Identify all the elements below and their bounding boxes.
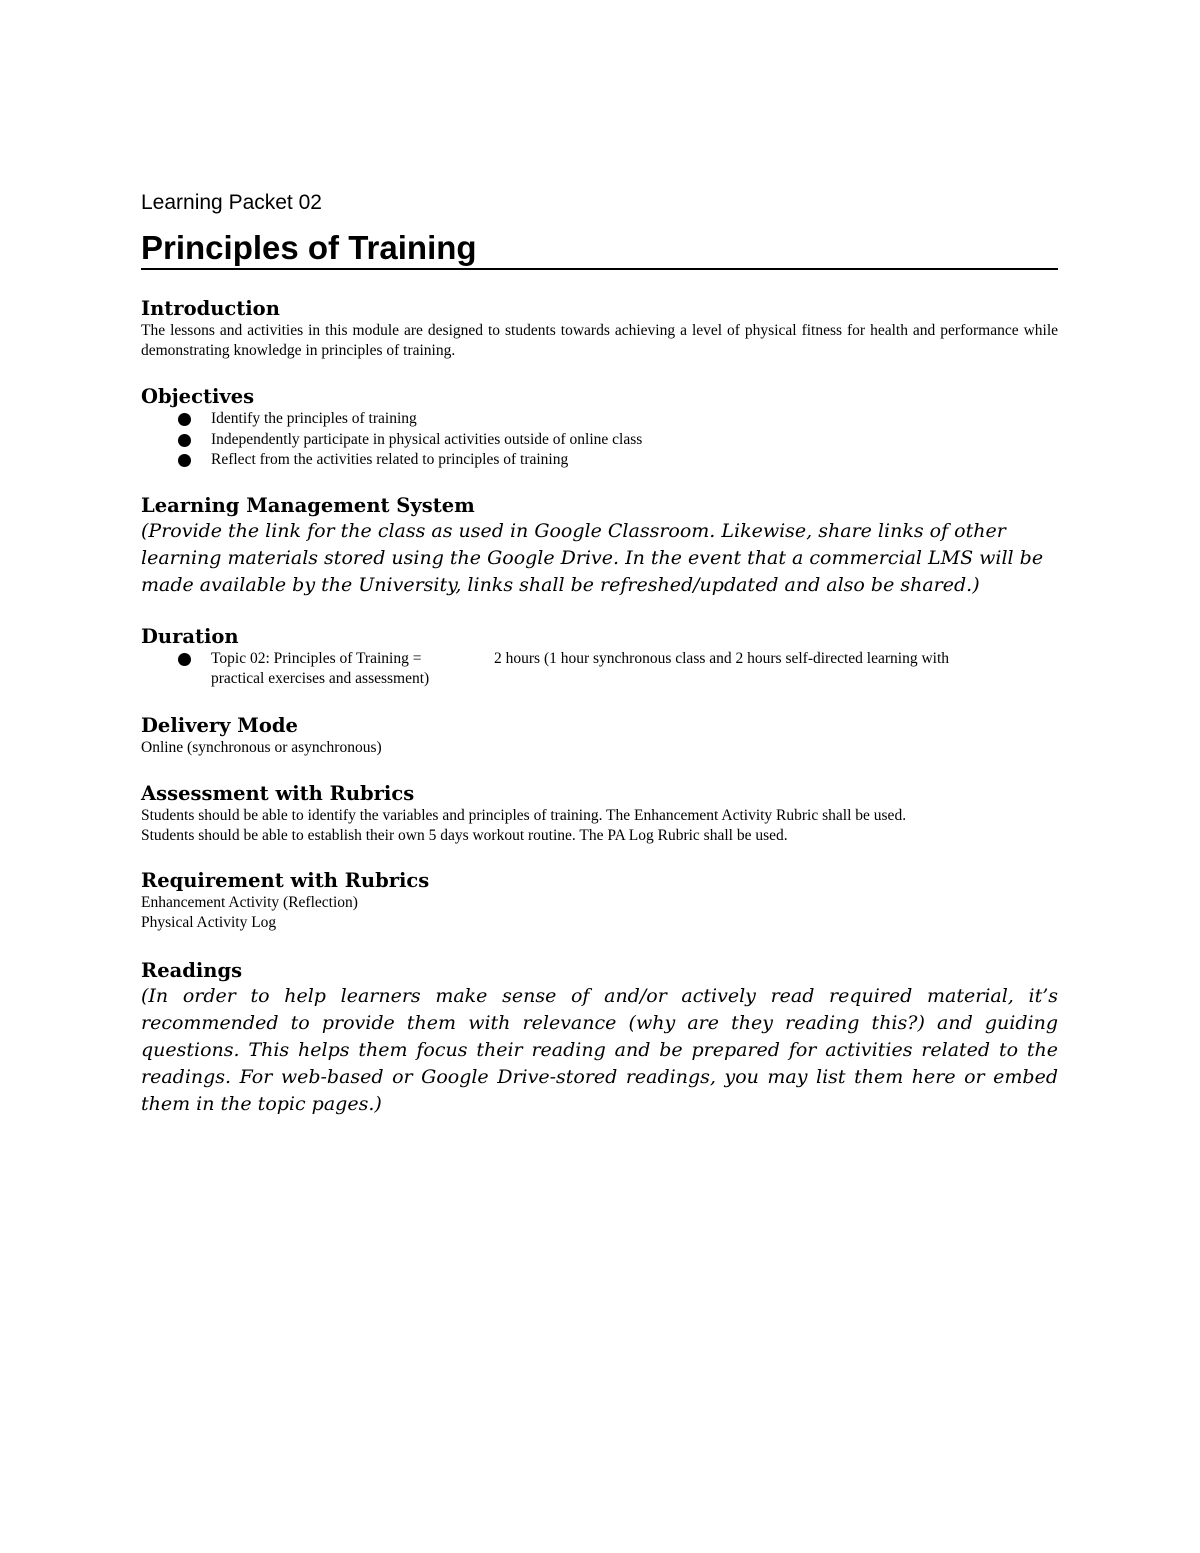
requirement-heading: Requirement with Rubrics: [141, 868, 430, 892]
lms-section: [141, 494, 1058, 599]
duration-heading: Duration: [141, 624, 239, 648]
objective-text: Reflect from the activities related to principles of training: [211, 451, 569, 468]
duration-row: [211, 649, 1058, 670]
lms-heading: Learning Management System: [141, 493, 475, 517]
readings-section: [141, 959, 1058, 1118]
duration-list: [141, 649, 1058, 690]
duration-continuation: practical exercises and assessment): [211, 670, 430, 687]
objectives-heading: Objectives: [141, 385, 255, 408]
duration-hours: 2 hours (1 hour synchronous class and 2 hours self-directed learning with: [494, 649, 949, 667]
bullet-icon: [178, 413, 191, 426]
list-item: [178, 409, 1058, 430]
duration-section: [141, 625, 1058, 690]
list-item: [178, 450, 1058, 471]
delivery-text: Online (synchronous or asynchronous): [141, 738, 382, 756]
assessment-section: [141, 782, 1058, 846]
packet-kicker: Learning Packet 02: [141, 191, 322, 214]
assessment-heading: Assessment with Rubrics: [141, 781, 415, 805]
bullet-icon: [178, 454, 191, 467]
assessment-line: Students should be able to identify the variables and principles of training. The Enhancement Activity Rubric shall be used.: [141, 806, 907, 824]
requirement-line: Physical Activity Log: [141, 913, 277, 931]
delivery-section: [141, 714, 1058, 758]
readings-heading: Readings: [141, 958, 243, 982]
list-item: [178, 649, 1058, 690]
introduction-heading: Introduction: [141, 297, 280, 320]
objective-text: Independently participate in physical activities outside of online class: [211, 430, 643, 448]
list-item: [178, 430, 1058, 451]
lms-text: (Provide the link for the class as used in Google Classroom. Likewise, share links of other learning materials stored using the Google Drive. In the event that a commercial LMS will be made available by the University, links shall be refreshed/updated and also be shared.): [141, 519, 1044, 596]
introduction-text: The lessons and activities in this module are designed to students towards achieving a level of physical fitness for health and performance while demonstrating knowledge in principles of training.: [141, 322, 1058, 359]
introduction-section: [141, 297, 1058, 361]
page-title: Principles of Training: [141, 228, 1058, 270]
objectives-section: [141, 385, 1058, 471]
bullet-icon: [178, 653, 191, 666]
requirement-line: Enhancement Activity (Reflection): [141, 893, 358, 911]
document-page: [141, 188, 1058, 1118]
readings-text: (In order to help learners make sense of and/or actively read required material, it’s recommended to provide them with relevance (why are they reading this?) and guiding questions. This helps them focus their reading and be prepared for activities related to the readings. For web-based or Google Drive-stored readings, you may list them here or embed them in the topic pages.): [141, 984, 1058, 1115]
requirement-section: [141, 869, 1058, 933]
assessment-line: Students should be able to establish their own 5 days workout routine. The PA Log Rubric shall be used.: [141, 826, 788, 844]
objectives-list: [141, 409, 1058, 471]
duration-topic: Topic 02: Principles of Training =: [211, 649, 422, 667]
bullet-icon: [178, 434, 191, 447]
delivery-heading: Delivery Mode: [141, 713, 298, 737]
objective-text: Identify the principles of training: [211, 410, 417, 427]
